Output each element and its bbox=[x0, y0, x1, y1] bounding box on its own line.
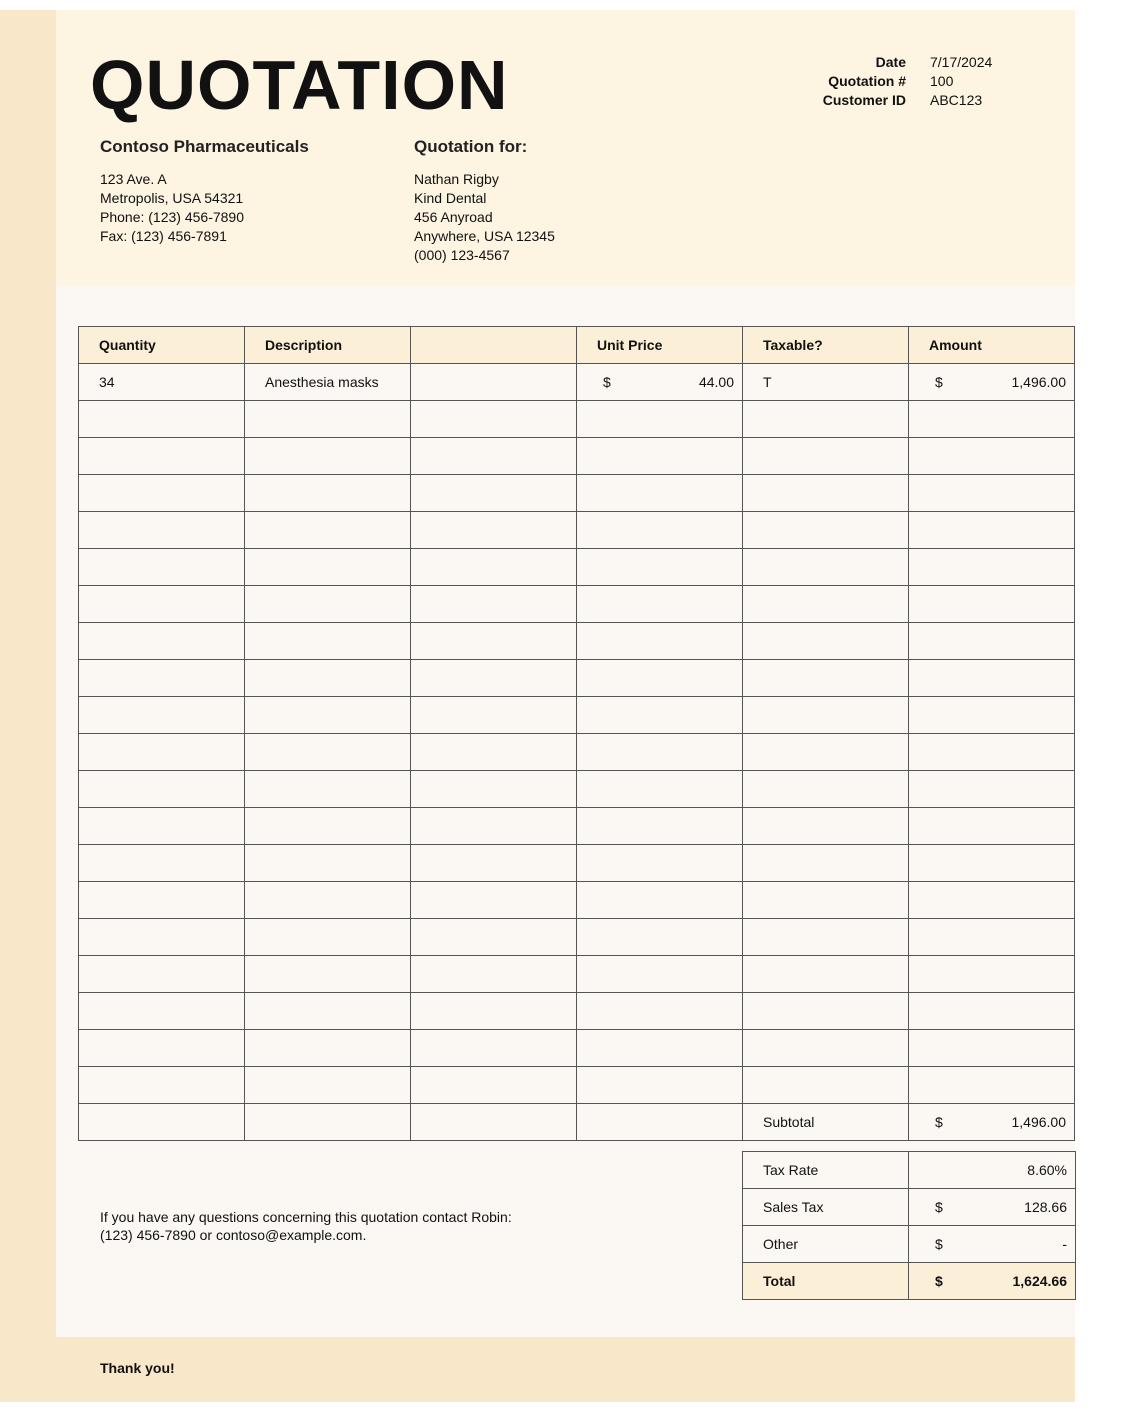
table-row-empty bbox=[79, 549, 1075, 586]
empty-cell[interactable] bbox=[411, 586, 577, 623]
empty-cell[interactable] bbox=[79, 956, 245, 993]
meta-customer-row bbox=[790, 91, 992, 110]
empty-cell[interactable] bbox=[743, 660, 909, 697]
cell-quantity[interactable]: 34 bbox=[79, 364, 245, 401]
empty-cell[interactable] bbox=[577, 401, 743, 438]
empty-cell[interactable] bbox=[743, 697, 909, 734]
empty-cell[interactable] bbox=[411, 475, 577, 512]
empty-cell[interactable] bbox=[743, 993, 909, 1030]
empty-cell[interactable] bbox=[909, 475, 1075, 512]
empty-cell[interactable] bbox=[245, 882, 411, 919]
empty-cell[interactable] bbox=[743, 845, 909, 882]
meta-quotation-label: Quotation # bbox=[828, 73, 906, 89]
empty-cell[interactable] bbox=[411, 734, 577, 771]
empty-cell[interactable] bbox=[79, 697, 245, 734]
empty-cell[interactable] bbox=[577, 438, 743, 475]
empty-cell[interactable] bbox=[245, 401, 411, 438]
empty-cell[interactable] bbox=[577, 845, 743, 882]
empty-cell[interactable] bbox=[909, 1030, 1075, 1067]
client-address: 456 Anyroad bbox=[414, 209, 493, 225]
table-row-empty bbox=[79, 808, 1075, 845]
table-row bbox=[79, 364, 1075, 401]
empty-cell[interactable] bbox=[577, 586, 743, 623]
contact-line-2: (123) 456-7890 or contoso@example.com. bbox=[100, 1227, 367, 1243]
empty-cell[interactable] bbox=[577, 956, 743, 993]
table-row-empty bbox=[79, 1067, 1075, 1104]
table-row-empty bbox=[79, 586, 1075, 623]
cell-amount[interactable] bbox=[909, 364, 1075, 401]
table-row-empty bbox=[79, 993, 1075, 1030]
subtotal-row bbox=[79, 1104, 1075, 1141]
empty-cell[interactable] bbox=[79, 808, 245, 845]
empty-cell[interactable] bbox=[245, 808, 411, 845]
meta-customer-value: ABC123 bbox=[930, 92, 983, 108]
client-company: Kind Dental bbox=[414, 190, 487, 206]
empty-cell[interactable] bbox=[245, 623, 411, 660]
empty-cell[interactable] bbox=[909, 845, 1075, 882]
empty-cell[interactable] bbox=[411, 993, 577, 1030]
total-value: 1,624.66 bbox=[1012, 1273, 1067, 1289]
empty-cell[interactable] bbox=[411, 623, 577, 660]
empty-cell[interactable] bbox=[743, 808, 909, 845]
empty-cell[interactable] bbox=[79, 919, 245, 956]
empty-cell[interactable] bbox=[79, 1104, 245, 1141]
empty-cell[interactable] bbox=[909, 401, 1075, 438]
empty-cell[interactable] bbox=[743, 1067, 909, 1104]
empty-cell[interactable] bbox=[577, 771, 743, 808]
col-header-unit-price: Unit Price bbox=[577, 327, 743, 364]
other-value: - bbox=[1062, 1236, 1067, 1252]
empty-cell[interactable] bbox=[743, 919, 909, 956]
empty-cell[interactable] bbox=[245, 1067, 411, 1104]
meta-quotation-row bbox=[790, 72, 992, 91]
empty-cell[interactable] bbox=[411, 919, 577, 956]
empty-cell[interactable] bbox=[79, 623, 245, 660]
empty-cell[interactable] bbox=[245, 475, 411, 512]
table-row-empty bbox=[79, 660, 1075, 697]
client-phone: (000) 123-4567 bbox=[414, 247, 510, 263]
tax-rate-value[interactable]: 8.60% bbox=[909, 1152, 1076, 1189]
empty-cell[interactable] bbox=[79, 401, 245, 438]
empty-cell[interactable] bbox=[245, 697, 411, 734]
empty-cell[interactable] bbox=[411, 1067, 577, 1104]
cell-unit-price[interactable] bbox=[577, 364, 743, 401]
empty-cell[interactable] bbox=[909, 512, 1075, 549]
empty-cell[interactable] bbox=[909, 771, 1075, 808]
empty-cell[interactable] bbox=[79, 586, 245, 623]
empty-cell[interactable] bbox=[577, 1104, 743, 1141]
empty-cell[interactable] bbox=[411, 845, 577, 882]
col-header-amount: Amount bbox=[909, 327, 1075, 364]
table-row-empty bbox=[79, 1030, 1075, 1067]
table-row-empty bbox=[79, 438, 1075, 475]
col-header-blank bbox=[411, 327, 577, 364]
empty-cell[interactable] bbox=[743, 882, 909, 919]
table-row-empty bbox=[79, 623, 1075, 660]
empty-cell[interactable] bbox=[909, 882, 1075, 919]
company-fax: Fax: (123) 456-7891 bbox=[100, 228, 227, 244]
empty-cell[interactable] bbox=[577, 734, 743, 771]
unit-price-value: 44.00 bbox=[698, 374, 734, 390]
sales-tax-label: Sales Tax bbox=[743, 1189, 909, 1226]
document-title: QUOTATION bbox=[90, 46, 509, 124]
empty-cell[interactable] bbox=[79, 549, 245, 586]
company-phone: Phone: (123) 456-7890 bbox=[100, 209, 244, 225]
tax-rate-row bbox=[743, 1152, 1076, 1189]
cell-blank[interactable] bbox=[411, 364, 577, 401]
table-row-empty bbox=[79, 919, 1075, 956]
empty-cell[interactable] bbox=[577, 697, 743, 734]
subtotal-value: 1,496.00 bbox=[1011, 1114, 1066, 1130]
table-row-empty bbox=[79, 882, 1075, 919]
empty-cell[interactable] bbox=[577, 882, 743, 919]
empty-cell[interactable] bbox=[909, 586, 1075, 623]
total-row bbox=[743, 1263, 1076, 1300]
empty-cell[interactable] bbox=[79, 993, 245, 1030]
empty-cell[interactable] bbox=[743, 512, 909, 549]
table-row-empty bbox=[79, 475, 1075, 512]
company-city: Metropolis, USA 54321 bbox=[100, 190, 244, 206]
empty-cell[interactable] bbox=[577, 512, 743, 549]
empty-cell[interactable] bbox=[245, 549, 411, 586]
total-currency: $ bbox=[935, 1273, 943, 1289]
thank-you-note: Thank you! bbox=[100, 1360, 175, 1376]
amount-currency: $ bbox=[935, 374, 943, 390]
empty-cell[interactable] bbox=[411, 549, 577, 586]
empty-cell[interactable] bbox=[411, 660, 577, 697]
empty-cell[interactable] bbox=[245, 660, 411, 697]
empty-cell[interactable] bbox=[411, 1030, 577, 1067]
empty-cell[interactable] bbox=[79, 734, 245, 771]
empty-cell[interactable] bbox=[79, 1030, 245, 1067]
empty-cell[interactable] bbox=[743, 438, 909, 475]
empty-cell[interactable] bbox=[743, 1030, 909, 1067]
contact-line-1: If you have any questions concerning this quotation contact Robin: bbox=[100, 1209, 512, 1225]
empty-cell[interactable] bbox=[909, 919, 1075, 956]
col-header-taxable: Taxable? bbox=[743, 327, 909, 364]
empty-cell[interactable] bbox=[245, 734, 411, 771]
empty-cell[interactable] bbox=[577, 549, 743, 586]
empty-cell[interactable] bbox=[909, 956, 1075, 993]
empty-cell[interactable] bbox=[79, 438, 245, 475]
empty-cell[interactable] bbox=[245, 956, 411, 993]
company-name: Contoso Pharmaceuticals bbox=[100, 137, 309, 156]
empty-cell[interactable] bbox=[909, 1067, 1075, 1104]
subtotal-label: Subtotal bbox=[743, 1104, 909, 1141]
empty-cell[interactable] bbox=[245, 1104, 411, 1141]
company-block bbox=[100, 137, 400, 246]
meta-customer-label: Customer ID bbox=[822, 92, 906, 108]
cell-description[interactable]: Anesthesia masks bbox=[245, 364, 411, 401]
empty-cell[interactable] bbox=[411, 401, 577, 438]
empty-cell[interactable] bbox=[245, 919, 411, 956]
empty-cell[interactable] bbox=[909, 808, 1075, 845]
empty-cell[interactable] bbox=[743, 956, 909, 993]
total-cell bbox=[909, 1263, 1076, 1300]
cell-taxable[interactable]: T bbox=[743, 364, 909, 401]
table-row-empty bbox=[79, 771, 1075, 808]
empty-cell[interactable] bbox=[577, 919, 743, 956]
client-city: Anywhere, USA 12345 bbox=[414, 228, 555, 244]
empty-cell[interactable] bbox=[79, 1067, 245, 1104]
empty-cell[interactable] bbox=[245, 771, 411, 808]
empty-cell[interactable] bbox=[79, 882, 245, 919]
empty-cell[interactable] bbox=[245, 438, 411, 475]
line-items-table bbox=[78, 326, 1075, 1141]
empty-cell[interactable] bbox=[245, 1030, 411, 1067]
other-label: Other bbox=[743, 1226, 909, 1263]
client-name: Nathan Rigby bbox=[414, 171, 499, 187]
empty-cell[interactable] bbox=[79, 845, 245, 882]
empty-cell[interactable] bbox=[743, 734, 909, 771]
sales-tax-currency: $ bbox=[935, 1199, 943, 1215]
table-row-empty bbox=[79, 845, 1075, 882]
empty-cell[interactable] bbox=[79, 475, 245, 512]
client-block bbox=[414, 137, 714, 265]
meta-quotation-value: 100 bbox=[930, 73, 954, 89]
empty-cell[interactable] bbox=[743, 623, 909, 660]
tax-rate-label: Tax Rate bbox=[743, 1152, 909, 1189]
amount-value: 1,496.00 bbox=[1011, 374, 1066, 390]
empty-cell[interactable] bbox=[743, 771, 909, 808]
empty-cell[interactable] bbox=[411, 697, 577, 734]
empty-cell[interactable] bbox=[743, 401, 909, 438]
sales-tax-cell[interactable] bbox=[909, 1189, 1076, 1226]
total-label: Total bbox=[743, 1263, 909, 1300]
empty-cell[interactable] bbox=[79, 771, 245, 808]
empty-cell[interactable] bbox=[909, 549, 1075, 586]
table-row-empty bbox=[79, 401, 1075, 438]
empty-cell[interactable] bbox=[411, 771, 577, 808]
empty-cell[interactable] bbox=[743, 475, 909, 512]
other-cell[interactable] bbox=[909, 1226, 1076, 1263]
company-address: 123 Ave. A bbox=[100, 171, 167, 187]
subtotal-currency: $ bbox=[935, 1114, 943, 1130]
table-row-empty bbox=[79, 697, 1075, 734]
table-row-empty bbox=[79, 512, 1075, 549]
empty-cell[interactable] bbox=[411, 1104, 577, 1141]
totals-table bbox=[742, 1151, 1076, 1300]
other-currency: $ bbox=[935, 1236, 943, 1252]
footer-band bbox=[56, 1337, 1075, 1402]
empty-cell[interactable] bbox=[411, 438, 577, 475]
empty-cell[interactable] bbox=[577, 1067, 743, 1104]
col-header-description: Description bbox=[245, 327, 411, 364]
sales-tax-row bbox=[743, 1189, 1076, 1226]
empty-cell[interactable] bbox=[577, 1030, 743, 1067]
empty-cell[interactable] bbox=[909, 697, 1075, 734]
empty-cell[interactable] bbox=[245, 512, 411, 549]
empty-cell[interactable] bbox=[577, 660, 743, 697]
empty-cell[interactable] bbox=[909, 993, 1075, 1030]
empty-cell[interactable] bbox=[577, 475, 743, 512]
empty-cell[interactable] bbox=[909, 734, 1075, 771]
empty-cell[interactable] bbox=[411, 956, 577, 993]
empty-cell[interactable] bbox=[411, 882, 577, 919]
empty-cell[interactable] bbox=[577, 808, 743, 845]
empty-cell[interactable] bbox=[245, 845, 411, 882]
empty-cell[interactable] bbox=[411, 512, 577, 549]
empty-cell[interactable] bbox=[743, 586, 909, 623]
empty-cell[interactable] bbox=[909, 438, 1075, 475]
table-row-empty bbox=[79, 734, 1075, 771]
meta-date-label: Date bbox=[875, 54, 906, 70]
left-accent-bar bbox=[0, 10, 56, 1402]
table-header-row bbox=[79, 327, 1075, 364]
other-row bbox=[743, 1226, 1076, 1263]
empty-cell[interactable] bbox=[79, 512, 245, 549]
col-header-quantity: Quantity bbox=[79, 327, 245, 364]
quote-meta bbox=[790, 53, 992, 110]
empty-cell[interactable] bbox=[79, 660, 245, 697]
contact-note bbox=[100, 1208, 620, 1244]
empty-cell[interactable] bbox=[411, 808, 577, 845]
unit-price-currency: $ bbox=[603, 374, 611, 390]
table-row-empty bbox=[79, 956, 1075, 993]
empty-cell[interactable] bbox=[743, 549, 909, 586]
empty-cell[interactable] bbox=[245, 586, 411, 623]
empty-cell[interactable] bbox=[577, 623, 743, 660]
sales-tax-value: 128.66 bbox=[1024, 1199, 1067, 1215]
client-heading: Quotation for: bbox=[414, 137, 528, 156]
empty-cell[interactable] bbox=[909, 660, 1075, 697]
empty-cell[interactable] bbox=[577, 993, 743, 1030]
meta-date-value: 7/17/2024 bbox=[930, 54, 993, 70]
subtotal-cell[interactable] bbox=[909, 1104, 1075, 1141]
meta-date-row bbox=[790, 53, 992, 72]
empty-cell[interactable] bbox=[245, 993, 411, 1030]
empty-cell[interactable] bbox=[909, 623, 1075, 660]
